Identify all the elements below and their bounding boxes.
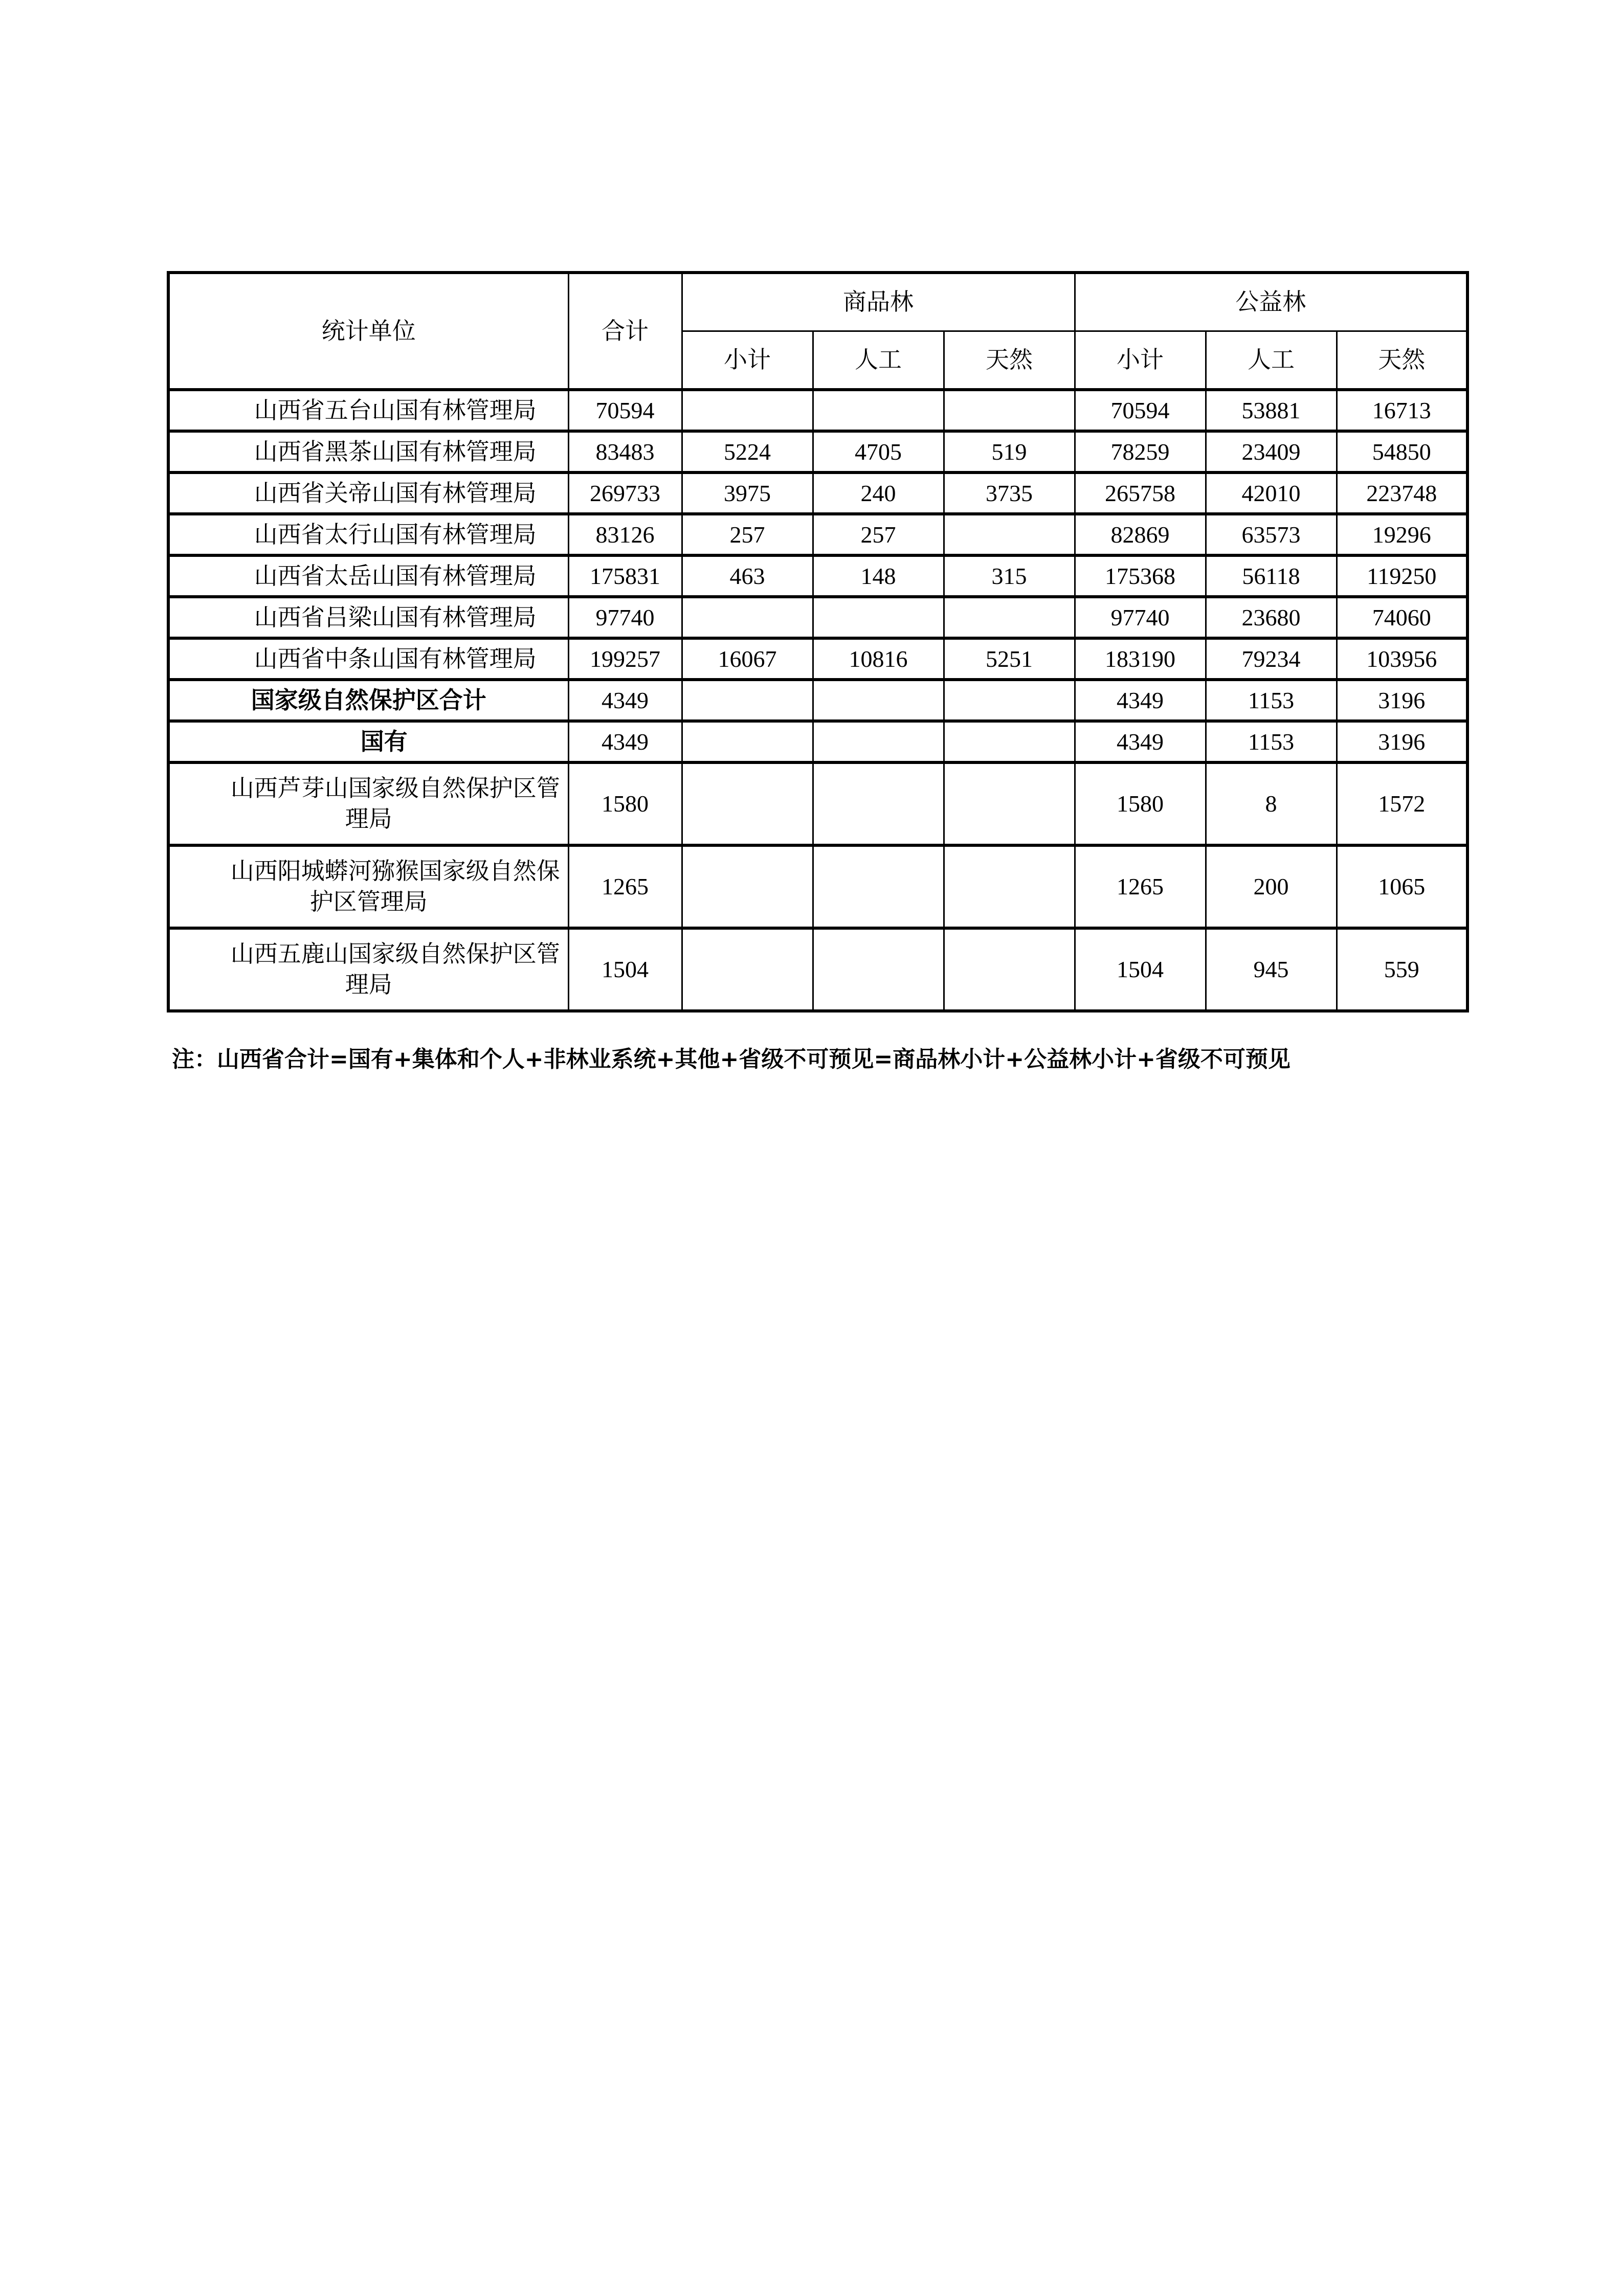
cell-public-natural: 1065 [1337,845,1467,928]
cell-public-subtotal: 175368 [1075,555,1206,597]
cell-public-natural: 103956 [1337,638,1467,680]
table-row [168,472,1467,514]
cell-total: 83483 [568,431,682,472]
cell-total: 269733 [568,472,682,514]
cell-public-artificial: 23409 [1206,431,1337,472]
cell-commercial-artificial: 10816 [813,638,944,680]
cell-public-natural: 119250 [1337,555,1467,597]
cell-commercial-natural [944,928,1075,1011]
cell-public-subtotal: 82869 [1075,514,1206,555]
row-unit-name: 山西五鹿山国家级自然保护区管理局 [168,928,568,1011]
cell-commercial-subtotal [682,928,813,1011]
row-unit-name: 山西阳城蟒河猕猴国家级自然保护区管理局 [168,845,568,928]
cell-total: 1580 [568,762,682,845]
cell-public-subtotal: 97740 [1075,597,1206,638]
cell-public-natural: 74060 [1337,597,1467,638]
cell-total: 4349 [568,721,682,762]
cell-public-artificial: 945 [1206,928,1337,1011]
cell-public-artificial: 200 [1206,845,1337,928]
table-row-subtotal [168,721,1467,762]
cell-commercial-subtotal: 5224 [682,431,813,472]
cell-public-subtotal: 183190 [1075,638,1206,680]
header-total: 合计 [568,273,682,390]
header-unit: 统计单位 [168,273,568,390]
cell-commercial-artificial [813,845,944,928]
row-unit-name: 山西省太行山国有林管理局 [168,514,568,555]
cell-public-natural: 223748 [1337,472,1467,514]
table-footnote: 注：山西省合计=国有+集体和个人+非林业系统+其他+省级不可预见=商品林小计+公益林小计+省级不可预见 [172,1046,1291,1072]
cell-public-subtotal: 4349 [1075,721,1206,762]
header-commercial-subtotal: 小计 [682,331,813,390]
cell-commercial-artificial [813,721,944,762]
row-unit-name: 国家级自然保护区合计 [168,680,568,721]
cell-commercial-subtotal [682,721,813,762]
cell-commercial-natural: 5251 [944,638,1075,680]
cell-commercial-subtotal [682,597,813,638]
table-row [168,390,1467,431]
cell-total: 83126 [568,514,682,555]
cell-total: 1265 [568,845,682,928]
cell-commercial-natural [944,762,1075,845]
cell-commercial-natural: 3735 [944,472,1075,514]
cell-commercial-subtotal [682,680,813,721]
table-row [168,638,1467,680]
cell-public-subtotal: 1504 [1075,928,1206,1011]
cell-commercial-natural [944,597,1075,638]
cell-public-artificial: 23680 [1206,597,1337,638]
cell-public-natural: 559 [1337,928,1467,1011]
cell-public-artificial: 42010 [1206,472,1337,514]
header-public-natural: 天然 [1337,331,1467,390]
cell-public-subtotal: 78259 [1075,431,1206,472]
cell-total: 175831 [568,555,682,597]
cell-public-artificial: 1153 [1206,680,1337,721]
cell-commercial-artificial [813,597,944,638]
row-unit-name: 山西省吕梁山国有林管理局 [168,597,568,638]
header-public-artificial: 人工 [1206,331,1337,390]
table-row [168,514,1467,555]
cell-public-natural: 1572 [1337,762,1467,845]
header-commercial-natural: 天然 [944,331,1075,390]
cell-public-natural: 19296 [1337,514,1467,555]
cell-total: 199257 [568,638,682,680]
cell-public-subtotal: 1580 [1075,762,1206,845]
forest-statistics-table [167,271,1469,1012]
cell-commercial-subtotal [682,762,813,845]
header-public-subtotal: 小计 [1075,331,1206,390]
cell-public-subtotal: 4349 [1075,680,1206,721]
table-row [168,845,1467,928]
cell-commercial-natural [944,390,1075,431]
cell-commercial-subtotal: 16067 [682,638,813,680]
table-row [168,762,1467,845]
cell-commercial-subtotal [682,845,813,928]
cell-public-subtotal: 265758 [1075,472,1206,514]
cell-public-natural: 54850 [1337,431,1467,472]
cell-commercial-subtotal [682,390,813,431]
row-unit-name: 山西省关帝山国有林管理局 [168,472,568,514]
cell-commercial-natural [944,721,1075,762]
cell-commercial-subtotal: 463 [682,555,813,597]
table-row [168,928,1467,1011]
cell-total: 70594 [568,390,682,431]
cell-commercial-artificial: 240 [813,472,944,514]
table-row [168,597,1467,638]
row-unit-name: 国有 [168,721,568,762]
cell-commercial-subtotal: 257 [682,514,813,555]
row-unit-name: 山西省黑茶山国有林管理局 [168,431,568,472]
cell-total: 4349 [568,680,682,721]
header-commercial-artificial: 人工 [813,331,944,390]
table-row [168,555,1467,597]
cell-commercial-artificial: 4705 [813,431,944,472]
cell-commercial-natural: 519 [944,431,1075,472]
cell-commercial-artificial [813,762,944,845]
cell-public-subtotal: 70594 [1075,390,1206,431]
cell-public-artificial: 1153 [1206,721,1337,762]
cell-public-artificial: 56118 [1206,555,1337,597]
cell-commercial-artificial [813,390,944,431]
cell-commercial-natural: 315 [944,555,1075,597]
header-public-forest: 公益林 [1075,273,1467,331]
cell-commercial-artificial [813,928,944,1011]
cell-commercial-natural [944,514,1075,555]
cell-commercial-natural [944,845,1075,928]
header-row-top [168,273,1467,331]
cell-public-natural: 16713 [1337,390,1467,431]
header-commercial-forest: 商品林 [682,273,1075,331]
cell-public-subtotal: 1265 [1075,845,1206,928]
cell-commercial-subtotal: 3975 [682,472,813,514]
cell-commercial-artificial [813,680,944,721]
cell-commercial-natural [944,680,1075,721]
row-unit-name: 山西省五台山国有林管理局 [168,390,568,431]
cell-public-natural: 3196 [1337,721,1467,762]
row-unit-name: 山西芦芽山国家级自然保护区管理局 [168,762,568,845]
cell-commercial-artificial: 257 [813,514,944,555]
cell-public-artificial: 8 [1206,762,1337,845]
table-row-subtotal [168,680,1467,721]
cell-total: 97740 [568,597,682,638]
cell-public-artificial: 53881 [1206,390,1337,431]
cell-public-artificial: 79234 [1206,638,1337,680]
row-unit-name: 山西省太岳山国有林管理局 [168,555,568,597]
cell-total: 1504 [568,928,682,1011]
cell-commercial-artificial: 148 [813,555,944,597]
table-row [168,431,1467,472]
cell-public-natural: 3196 [1337,680,1467,721]
cell-public-artificial: 63573 [1206,514,1337,555]
row-unit-name: 山西省中条山国有林管理局 [168,638,568,680]
